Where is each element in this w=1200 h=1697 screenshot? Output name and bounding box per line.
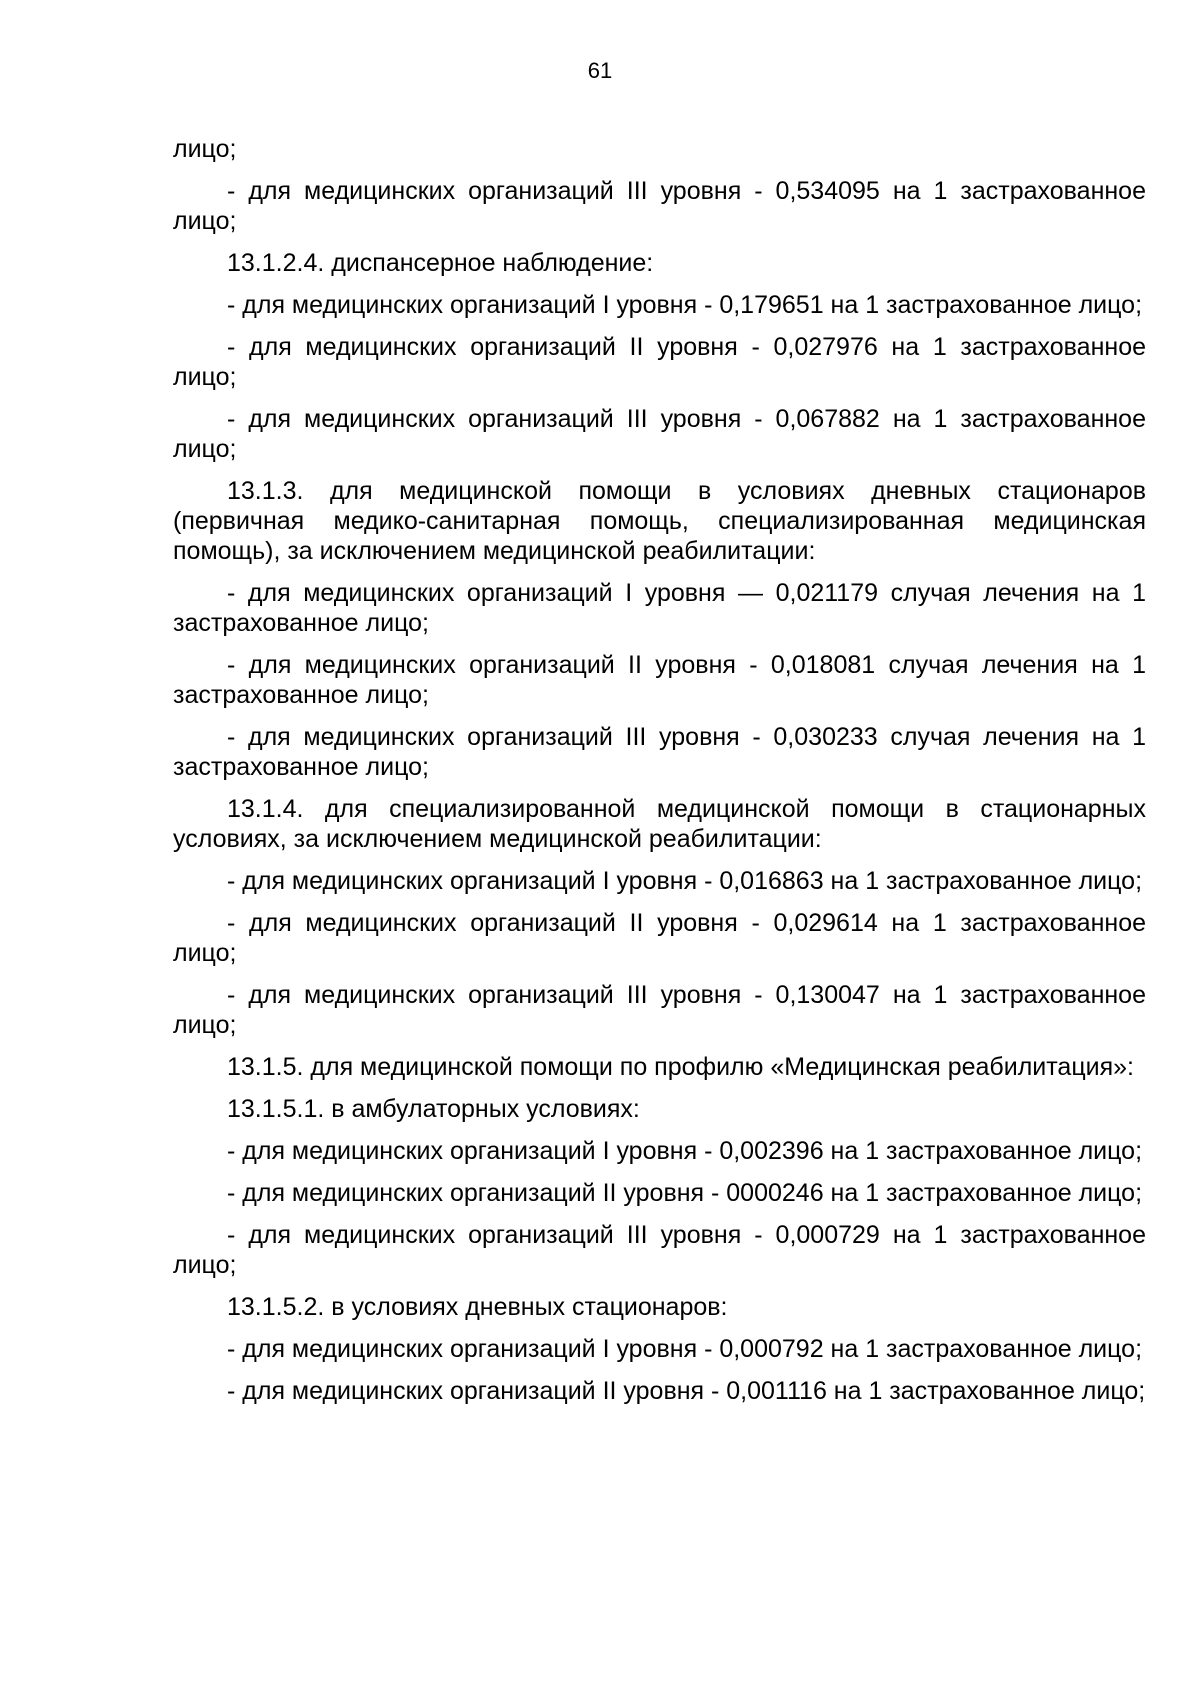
paragraph: 13.1.5. для медицинской помощи по профилю «Медицинская реабилитация»: — [227, 1053, 1135, 1081]
paragraph: 13.1.5.1. в амбулаторных условиях: — [227, 1095, 640, 1123]
paragraph: 13.1.5.2. в условиях дневных стационаров: — [227, 1293, 728, 1321]
paragraph: - для медицинских организаций I уровня - 0,016863 на 1 застрахованное лицо; — [227, 867, 1143, 895]
paragraph: - для медицинских организаций III уровня - 0,534095 на 1 застрахованное лицо; — [173, 177, 1146, 235]
paragraph: - для медицинских организаций II уровня - 0,018081 случая лечения на 1 застрахованное лицо; — [173, 651, 1146, 709]
paragraph: - для медицинских организаций II уровня - 0000246 на 1 застрахованное лицо; — [227, 1179, 1143, 1207]
paragraph: - для медицинских организаций I уровня - 0,002396 на 1 застрахованное лицо; — [227, 1137, 1143, 1165]
paragraph: - для медицинских организаций I уровня - 0,000792 на 1 застрахованное лицо; — [227, 1335, 1143, 1363]
paragraph: - для медицинских организаций III уровня - 0,000729 на 1 застрахованное лицо; — [173, 1221, 1146, 1279]
paragraph: - для медицинских организаций III уровня - 0,067882 на 1 застрахованное лицо; — [173, 405, 1146, 463]
page-number: 61 — [587, 58, 613, 83]
paragraph: - для медицинских организаций II уровня - 0,001116 на 1 застрахованное лицо; — [227, 1377, 1146, 1405]
paragraph: - для медицинских организаций II уровня - 0,027976 на 1 застрахованное лицо; — [173, 333, 1146, 391]
paragraph: - для медицинских организаций III уровня - 0,030233 случая лечения на 1 застрахованное лицо; — [173, 723, 1146, 781]
paragraph: - для медицинских организаций I уровня - 0,179651 на 1 застрахованное лицо; — [227, 291, 1143, 319]
paragraph: 13.1.4. для специализированной медицинской помощи в стационарных условиях, за исключением медицинской реабилитации: — [173, 795, 1146, 853]
document-body — [173, 134, 1146, 1418]
paragraph: - для медицинских организаций III уровня - 0,130047 на 1 застрахованное лицо; — [173, 981, 1146, 1039]
paragraph: 13.1.3. для медицинской помощи в условиях дневных стационаров (первичная медико-санитарная помощь, специализированная медицинская помощь), за исключением медицинской реабилитации: — [173, 477, 1146, 565]
paragraph: 13.1.2.4. диспансерное наблюдение: — [227, 249, 654, 277]
paragraph: - для медицинских организаций II уровня - 0,029614 на 1 застрахованное лицо; — [173, 909, 1146, 967]
paragraph: - для медицинских организаций I уровня — 0,021179 случая лечения на 1 застрахованное лицо; — [173, 579, 1146, 637]
paragraph: лицо; — [173, 135, 237, 163]
